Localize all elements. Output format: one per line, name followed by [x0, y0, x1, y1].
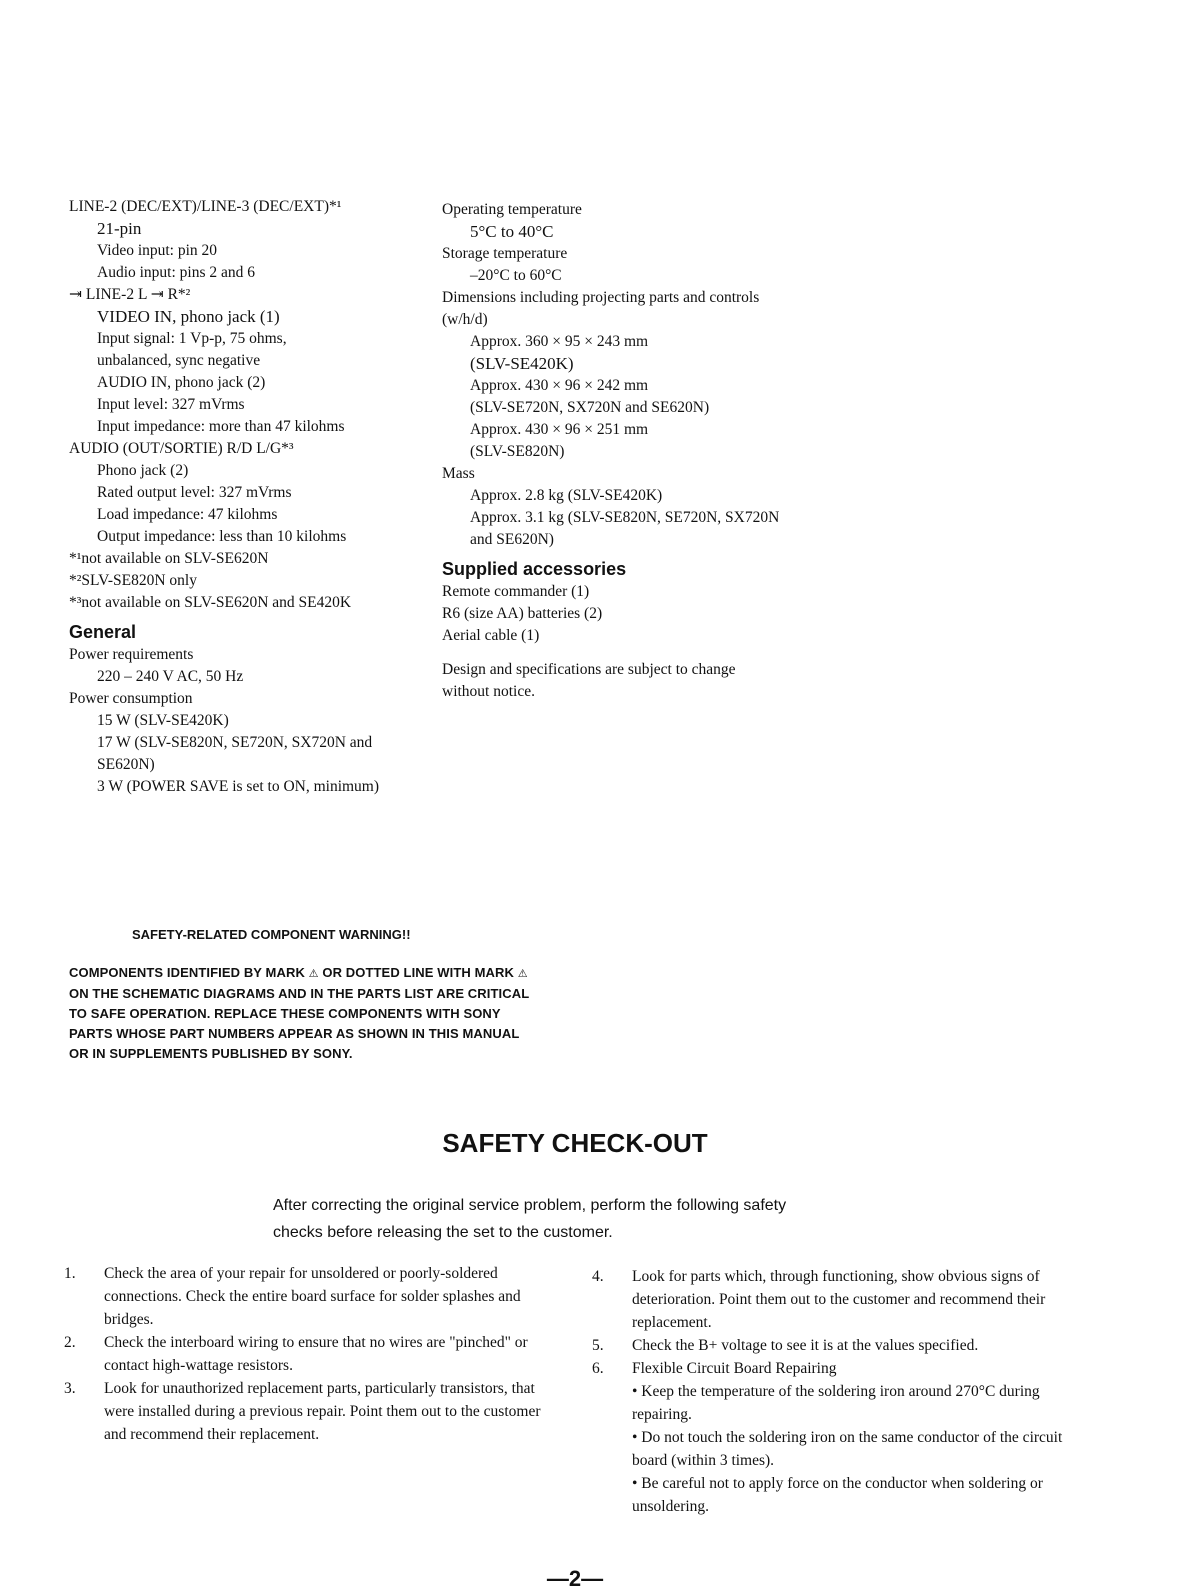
- power-consumption-1: 15 W (SLV-SE420K): [97, 712, 229, 729]
- dimensions-1-model: (SLV-SE420K): [470, 354, 574, 373]
- storage-temp-label: Storage temperature: [442, 245, 568, 262]
- dimensions-3-model: (SLV-SE820N): [470, 443, 565, 460]
- power-requirements-label: Power requirements: [69, 646, 194, 663]
- disclaimer: Design and specifications are subject to change without notice.: [442, 661, 736, 700]
- operating-temp-value: 5°C to 40°C: [470, 222, 554, 241]
- list-item: [64, 1377, 564, 1446]
- power-consumption-label: Power consumption: [69, 690, 193, 707]
- dimensions-2-model: (SLV-SE720N, SX720N and SE620N): [470, 399, 710, 416]
- list-item-text: Flexible Circuit Board Repairing: [632, 1360, 837, 1377]
- rated-output-spec: Rated output level: 327 mVrms: [97, 484, 292, 501]
- list-item-number: 3.: [64, 1380, 76, 1397]
- footnote-3: *³not available on SLV-SE620N and SE420K: [69, 594, 352, 611]
- list-item-number: 6.: [592, 1360, 604, 1377]
- audio-in-spec: AUDIO IN, phono jack (2): [97, 374, 266, 391]
- warning-body: [69, 963, 539, 1064]
- input-level-spec: Input level: 327 mVrms: [97, 396, 245, 413]
- warning-body-part2: OR DOTTED LINE WITH MARK: [322, 965, 514, 980]
- list-item: [64, 1331, 564, 1377]
- output-impedance-spec: Output impedance: less than 10 kilohms: [97, 528, 347, 545]
- dimensions-2: Approx. 430 × 96 × 242 mm: [470, 377, 649, 394]
- input-signal-spec: Input signal: 1 Vp-p, 75 ohms,: [97, 330, 287, 347]
- video-input-spec: Video input: pin 20: [97, 242, 218, 259]
- audio-out-label: AUDIO (OUT/SORTIE) R/D L/G*³: [69, 440, 294, 457]
- checkout-list-left: [64, 1262, 564, 1446]
- accessory-3: Aerial cable (1): [442, 627, 540, 644]
- specs-right-column: [442, 199, 782, 703]
- checkout-intro: After correcting the original service problem, perform the following safety checks before releasing the set to the customer.: [273, 1197, 787, 1241]
- list-item-number: 2.: [64, 1334, 76, 1351]
- list-item-text: Look for unauthorized replacement parts, particularly transistors, that were installed during a previous repair. Point them out to the customer and recommend their replacement.: [104, 1380, 541, 1443]
- audio-input-spec: Audio input: pins 2 and 6: [97, 264, 256, 281]
- line2-label: LINE-2 (DEC/EXT)/LINE-3 (DEC/EXT)*¹: [69, 198, 342, 215]
- list-item: [592, 1357, 1088, 1380]
- accessory-1: Remote commander (1): [442, 583, 590, 600]
- specs-left-column: [69, 196, 409, 798]
- warning-body-part1: COMPONENTS IDENTIFIED BY MARK: [69, 965, 305, 980]
- mass-label: Mass: [442, 465, 475, 482]
- storage-temp-value: –20°C to 60°C: [470, 267, 562, 284]
- list-item-number: 4.: [592, 1268, 604, 1285]
- accessory-2: R6 (size AA) batteries (2): [442, 605, 603, 622]
- dimensions-1: Approx. 360 × 95 × 243 mm: [470, 333, 649, 350]
- list-item: [592, 1334, 1088, 1357]
- operating-temp-label: Operating temperature: [442, 201, 582, 218]
- dimensions-label: Dimensions including projecting parts and controls (w/h/d): [442, 289, 760, 328]
- warning-triangle-icon: ⚠: [517, 968, 528, 980]
- mass-1: Approx. 2.8 kg (SLV-SE420K): [470, 487, 663, 504]
- phono-jack-spec: Phono jack (2): [97, 462, 189, 479]
- list-item: [64, 1262, 564, 1331]
- list-item-text: Check the interboard wiring to ensure that no wires are "pinched" or contact high-wattage resistors.: [104, 1334, 528, 1374]
- video-in-spec: VIDEO IN, phono jack (1): [97, 307, 280, 326]
- list-item: [592, 1265, 1088, 1334]
- dimensions-3: Approx. 430 × 96 × 251 mm: [470, 421, 649, 438]
- input-signal-spec-cont: unbalanced, sync negative: [97, 352, 261, 369]
- power-consumption-3: 3 W (POWER SAVE is set to ON, minimum): [97, 778, 380, 795]
- accessories-heading: Supplied accessories: [442, 559, 627, 579]
- footnote-2: *²SLV-SE820N only: [69, 572, 197, 589]
- warning-body-part3: ON THE SCHEMATIC DIAGRAMS AND IN THE PARTS LIST ARE CRITICAL TO SAFE OPERATION. REPLACE THESE COMPONENTS WITH SONY PARTS WHOSE PART NUMBERS APPEAR AS SHOWN IN THIS MANUAL OR IN SUPPLEMENTS PUBLISHED BY SONY.: [69, 986, 530, 1061]
- power-consumption-2: 17 W (SLV-SE820N, SE720N, SX720N and SE620N): [97, 734, 373, 773]
- input-impedance-spec: Input impedance: more than 47 kilohms: [97, 418, 345, 435]
- load-impedance-spec: Load impedance: 47 kilohms: [97, 506, 278, 523]
- mass-2: Approx. 3.1 kg (SLV-SE820N, SE720N, SX720N and SE620N): [470, 509, 780, 548]
- warning-title: SAFETY-RELATED COMPONENT WARNING!!: [132, 927, 411, 942]
- page-number: —2—: [546, 1566, 604, 1591]
- pin-spec: 21-pin: [97, 219, 142, 238]
- list-item-number: 5.: [592, 1337, 604, 1354]
- general-heading: General: [69, 622, 137, 642]
- sub-list-item: • Keep the temperature of the soldering iron around 270°C during repairing.: [632, 1383, 1040, 1423]
- footnote-1: *¹not available on SLV-SE620N: [69, 550, 269, 567]
- list-item-text: Look for parts which, through functioning, show obvious signs of deterioration. Point them out to the customer and recommend their replacement.: [632, 1268, 1046, 1331]
- sub-list-item: • Be careful not to apply force on the conductor when soldering or unsoldering.: [632, 1475, 1043, 1515]
- list-item-text: Check the B+ voltage to see it is at the values specified.: [632, 1337, 979, 1354]
- checkout-title: SAFETY CHECK-OUT: [442, 1128, 708, 1158]
- power-requirements-value: 220 – 240 V AC, 50 Hz: [97, 668, 244, 685]
- warning-triangle-icon: ⚠: [308, 968, 319, 980]
- list-item-number: 1.: [64, 1265, 76, 1282]
- list-item-text: Check the area of your repair for unsoldered or poorly-soldered connections. Check the entire board surface for solder splashes and bridges.: [104, 1265, 521, 1328]
- checkout-list-right: [592, 1265, 1088, 1518]
- sub-list-item: • Do not touch the soldering iron on the same conductor of the circuit board (within 3 times).: [632, 1429, 1063, 1469]
- line2-lr-label: ⇥ LINE-2 L ⇥ R*²: [69, 286, 191, 303]
